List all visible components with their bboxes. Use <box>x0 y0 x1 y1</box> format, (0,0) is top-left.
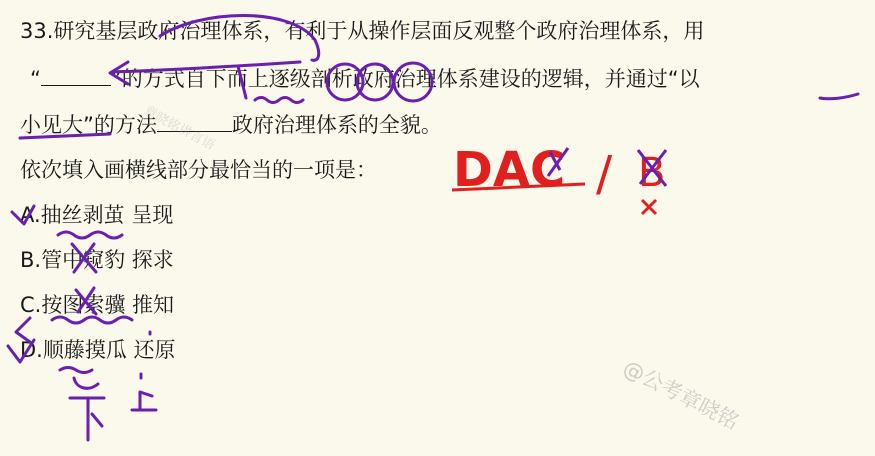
wavy-underline-1 <box>255 98 303 103</box>
option-a-label: A.抽丝剥茧 呈现 <box>20 203 174 227</box>
open-quote: “ <box>30 67 41 91</box>
alt-answer-b: B <box>638 150 666 196</box>
hand-xia <box>70 398 104 440</box>
option-b[interactable] <box>20 245 174 275</box>
question-line-3 <box>20 110 442 140</box>
hand-shang <box>132 392 156 410</box>
question-line-1 <box>20 16 704 46</box>
wavy-d <box>60 368 92 373</box>
prompt-text: 依次填入画横线部分最恰当的一项是： <box>20 158 377 182</box>
question-text-2: ”的方式自下而上逐级剖析政府治理体系建设的逻辑，并通过“以 <box>110 67 700 91</box>
faint-watermark: 章晓铭讲言语 <box>141 103 218 154</box>
answer-dac: DAC <box>453 142 566 198</box>
cross-on-c <box>548 148 568 176</box>
question-prompt <box>20 155 377 185</box>
red-x-mark <box>642 200 656 214</box>
option-d[interactable] <box>20 335 176 365</box>
underline-yi <box>820 94 858 99</box>
question-text-1: 33.研究基层政府治理体系，有利于从操作层面反观整个政府治理体系，用 <box>20 19 705 43</box>
question-line-2 <box>30 64 700 94</box>
cross-on-b <box>638 150 666 186</box>
option-a[interactable] <box>20 200 173 230</box>
question-text-3a: 小见大”的方法 <box>20 113 157 137</box>
author-watermark: @公考章晓铭 <box>619 355 743 435</box>
option-c-label: C.按图索骥 推知 <box>20 293 175 317</box>
slash-mark: / <box>596 146 613 202</box>
blank-1 <box>41 65 111 86</box>
wavy-a <box>58 232 122 238</box>
answer-underline <box>452 184 585 190</box>
question-text-3b: 政府治理体系的全貌。 <box>231 113 442 137</box>
hand-xia-top <box>74 378 98 388</box>
option-c[interactable] <box>20 290 174 320</box>
option-b-label: B.管中窥豹 探求 <box>20 248 174 272</box>
option-d-label: D.顺藤摸瓜 还原 <box>20 338 176 362</box>
